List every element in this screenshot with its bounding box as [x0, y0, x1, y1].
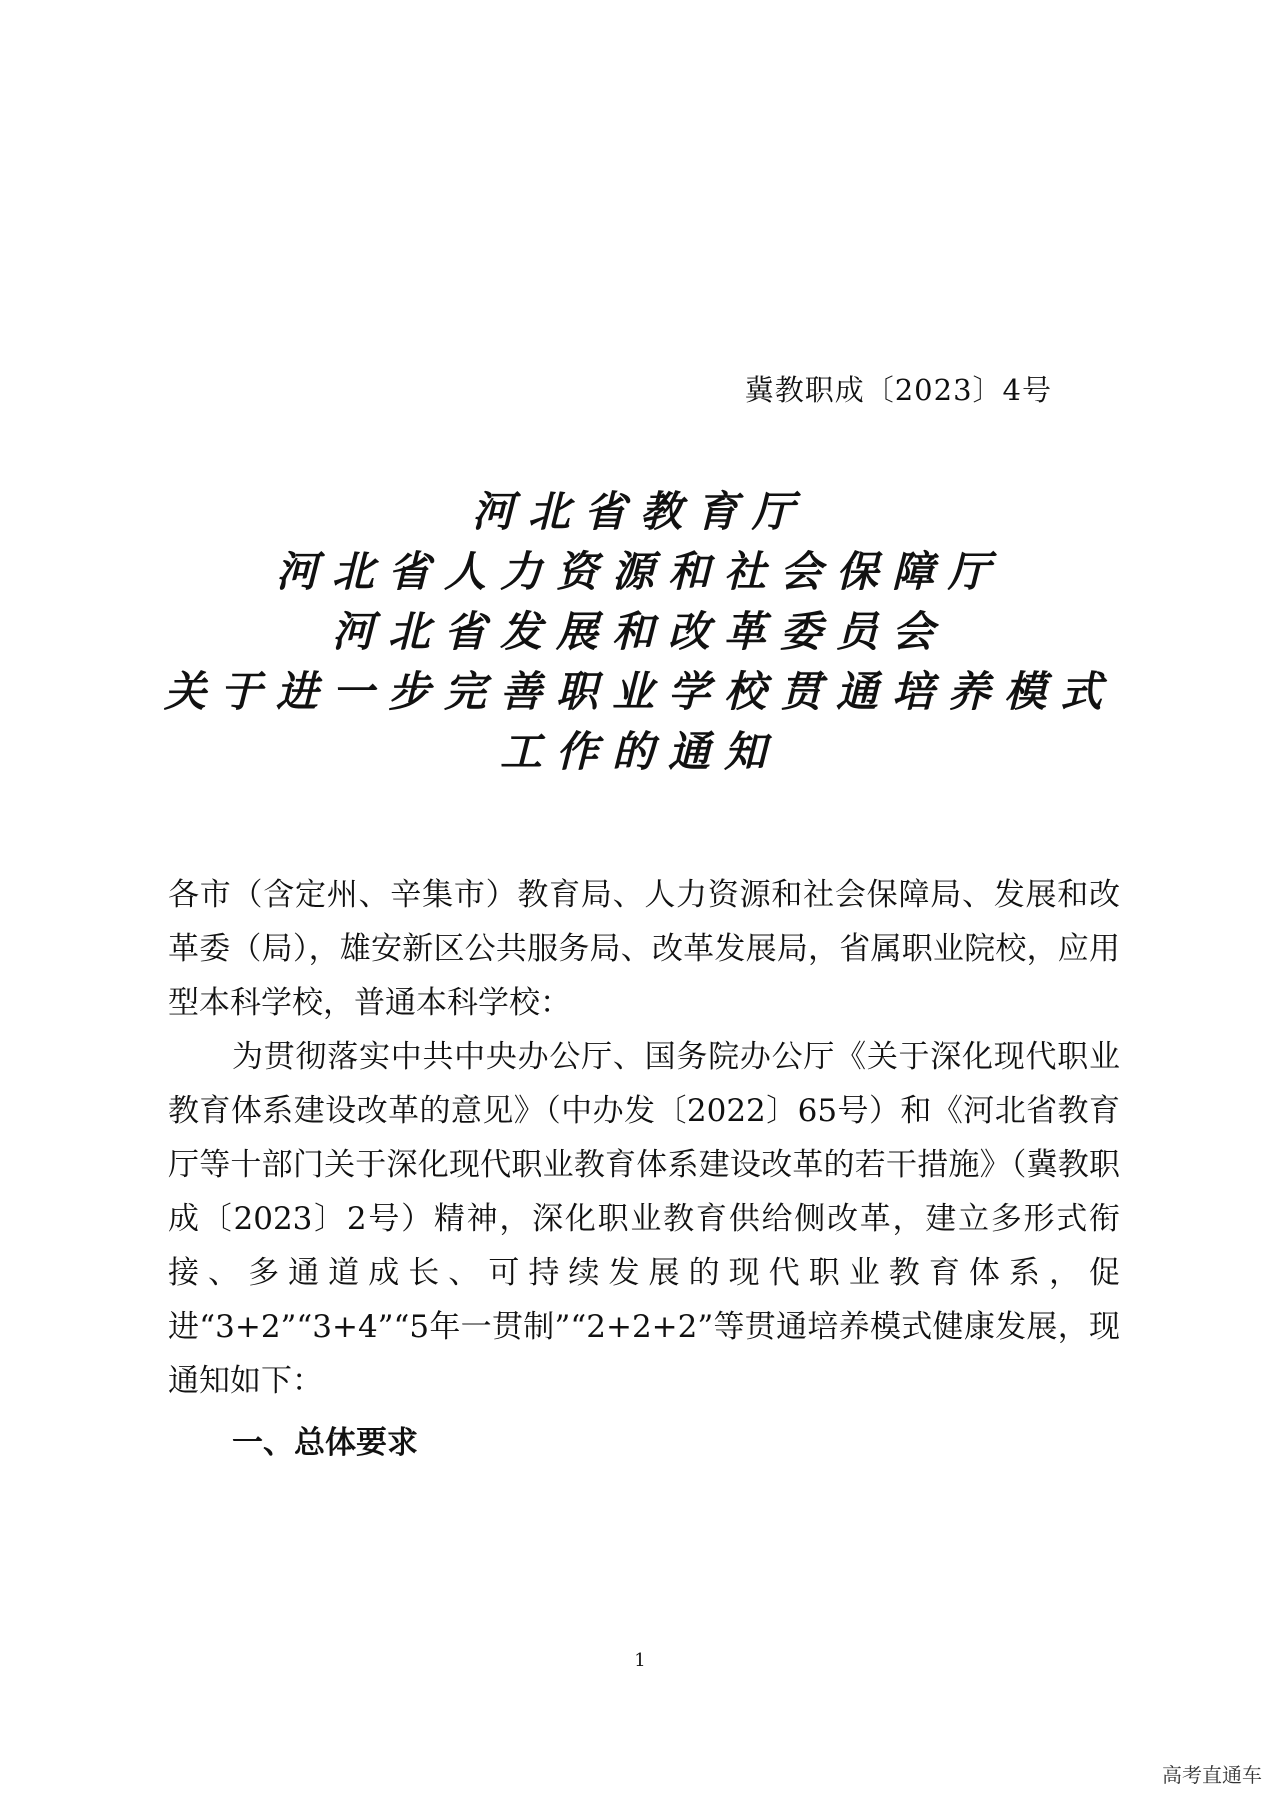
title-line-3: 河北省发展和改革委员会: [331, 607, 948, 656]
section-heading: 一、总体要求: [232, 1425, 418, 1461]
intro-paragraph: 为贯彻落实中共中央办公厅、国务院办公厅《关于深化现代职业教育体系建设改革的意见》（中办发〔2022〕65号）和《河北省教育厅等十部门关于深化现代职业教育体系建设改革的若干措施》（冀教职成〔2023〕2号）精神，深化职业教育供给侧改革，建立多形式衔接、多通道成长、可持续发展的现代职业教育体系，促进“3+2”“3+4”“5年一贯制”“2+2+2”等贯通培养模式健康发展，现通知如下：: [168, 1039, 1120, 1399]
document-title: [0, 482, 1280, 782]
title-line-1: 河北省教育厅: [471, 487, 808, 536]
watermark-text: 高考直通车: [1162, 1763, 1262, 1787]
document-body: [168, 868, 1120, 1470]
addressee-paragraph: 各市（含定州、辛集市）教育局、人力资源和社会保障局、发展和改革委（局），雄安新区公共服务局、改革发展局，省属职业院校，应用型本科学校，普通本科学校：: [168, 877, 1120, 1021]
title-line-2: 河北省人力资源和社会保障厅: [275, 547, 1004, 596]
document-number: 冀教职成〔2023〕4号: [744, 373, 1052, 407]
title-line-4: 关于进一步完善职业学校贯通培养模式: [163, 667, 1116, 716]
title-line-5: 工作的通知: [499, 727, 780, 776]
page-number: 1: [634, 1650, 646, 1671]
